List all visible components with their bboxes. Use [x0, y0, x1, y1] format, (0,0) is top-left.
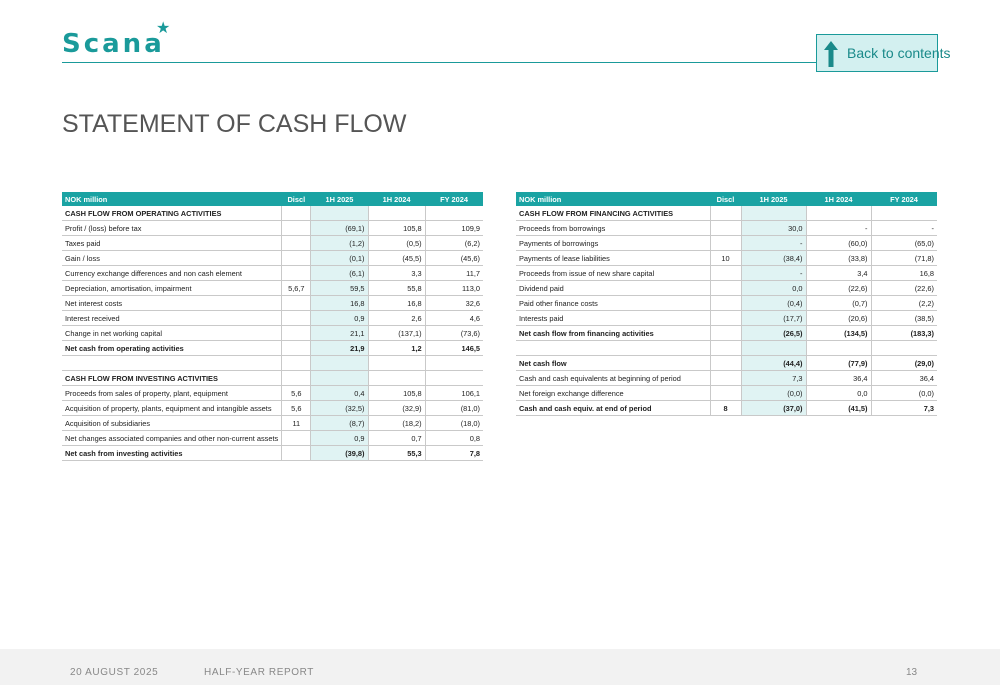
- table-row: [516, 236, 937, 251]
- spacer-row: [516, 341, 937, 356]
- value-1h-2024: (41,5): [806, 401, 871, 416]
- value-fy-2024: (183,3): [871, 326, 937, 341]
- row-label: Payments of borrowings: [516, 236, 710, 251]
- row-note: 10: [710, 251, 741, 266]
- table-row: [516, 311, 937, 326]
- page-number: 13: [906, 667, 918, 678]
- row-note: 5,6: [282, 386, 311, 401]
- column-header-1h-2024: 1H 2024: [368, 192, 425, 206]
- row-note: [710, 371, 741, 386]
- value-fy-2024: (45,6): [425, 251, 483, 266]
- table-row: [62, 251, 483, 266]
- value-1h-2024: [806, 206, 871, 221]
- value-1h-2024: (77,9): [806, 356, 871, 371]
- value-1h-2025: (37,0): [741, 401, 806, 416]
- section-header-row: [62, 371, 483, 386]
- column-header-1h-2025: 1H 2025: [311, 192, 368, 206]
- row-note: [710, 311, 741, 326]
- financing-cash-flow-table: [516, 192, 937, 416]
- row-label: Interests paid: [516, 311, 710, 326]
- value-fy-2024: 36,4: [871, 371, 937, 386]
- value-1h-2025: 0,4: [311, 386, 368, 401]
- value-1h-2025: (0,4): [741, 296, 806, 311]
- row-label: Acquisition of subsidiaries: [62, 416, 282, 431]
- table-row: [62, 386, 483, 401]
- row-label: Taxes paid: [62, 236, 282, 251]
- total-row: [516, 401, 937, 416]
- row-label: Proceeds from issue of new share capital: [516, 266, 710, 281]
- value-fy-2024: (81,0): [425, 401, 483, 416]
- value-fy-2024: (65,0): [871, 236, 937, 251]
- row-label: CASH FLOW FROM INVESTING ACTIVITIES: [62, 371, 282, 386]
- value-fy-2024: 109,9: [425, 221, 483, 236]
- value-1h-2024: 55,8: [368, 281, 425, 296]
- row-note: [710, 386, 741, 401]
- column-header-label: NOK million: [516, 192, 710, 206]
- value-1h-2025: 30,0: [741, 221, 806, 236]
- row-note: [282, 296, 311, 311]
- row-note: [282, 251, 311, 266]
- value-1h-2025: (17,7): [741, 311, 806, 326]
- value-fy-2024: (0,0): [871, 386, 937, 401]
- row-label: Paid other finance costs: [516, 296, 710, 311]
- value-1h-2024: (20,6): [806, 311, 871, 326]
- row-note: [282, 266, 311, 281]
- value-fy-2024: 11,7: [425, 266, 483, 281]
- value-1h-2024: 105,8: [368, 221, 425, 236]
- value-fy-2024: [425, 371, 483, 386]
- value-1h-2025: (39,8): [311, 446, 368, 461]
- value-1h-2025: 59,5: [311, 281, 368, 296]
- value-fy-2024: 4,6: [425, 311, 483, 326]
- row-note: [710, 341, 741, 356]
- value-1h-2024: (0,7): [806, 296, 871, 311]
- table-row: [516, 221, 937, 236]
- row-label: Net foreign exchange difference: [516, 386, 710, 401]
- row-label: [516, 341, 710, 356]
- value-1h-2024: (18,2): [368, 416, 425, 431]
- value-1h-2024: [368, 371, 425, 386]
- value-1h-2024: (33,8): [806, 251, 871, 266]
- table-row: [516, 251, 937, 266]
- total-row: [516, 356, 937, 371]
- row-note: [282, 236, 311, 251]
- value-fy-2024: 16,8: [871, 266, 937, 281]
- value-fy-2024: [871, 206, 937, 221]
- row-note: [282, 311, 311, 326]
- table-row: [62, 236, 483, 251]
- page-title: STATEMENT OF CASH FLOW: [62, 110, 407, 138]
- value-1h-2024: 105,8: [368, 386, 425, 401]
- value-1h-2025: (69,1): [311, 221, 368, 236]
- row-label: Change in net working capital: [62, 326, 282, 341]
- row-note: 8: [710, 401, 741, 416]
- row-note: [710, 281, 741, 296]
- row-note: [710, 326, 741, 341]
- value-1h-2024: (22,6): [806, 281, 871, 296]
- value-1h-2024: [806, 341, 871, 356]
- value-fy-2024: (2,2): [871, 296, 937, 311]
- section-header-row: [62, 206, 483, 221]
- row-label: CASH FLOW FROM FINANCING ACTIVITIES: [516, 206, 710, 221]
- operating-investing-cash-flow-table: [62, 192, 483, 461]
- value-1h-2024: (32,9): [368, 401, 425, 416]
- row-note: [710, 296, 741, 311]
- value-1h-2024: 55,3: [368, 446, 425, 461]
- row-note: 5,6,7: [282, 281, 311, 296]
- value-fy-2024: 0,8: [425, 431, 483, 446]
- value-1h-2025: [311, 356, 368, 371]
- row-label: Net cash flow: [516, 356, 710, 371]
- row-note: [282, 356, 311, 371]
- report-date: 20 AUGUST 2025: [70, 667, 159, 678]
- value-1h-2025: -: [741, 266, 806, 281]
- row-note: [710, 356, 741, 371]
- value-1h-2024: (45,5): [368, 251, 425, 266]
- value-1h-2024: (137,1): [368, 326, 425, 341]
- value-fy-2024: 7,8: [425, 446, 483, 461]
- row-label: Payments of lease liabilities: [516, 251, 710, 266]
- header-divider: [62, 62, 938, 63]
- table-header-row: [516, 192, 937, 206]
- row-note: 11: [282, 416, 311, 431]
- value-1h-2024: 1,2: [368, 341, 425, 356]
- table-row: [516, 386, 937, 401]
- table-row: [62, 401, 483, 416]
- row-label: CASH FLOW FROM OPERATING ACTIVITIES: [62, 206, 282, 221]
- value-1h-2024: 16,8: [368, 296, 425, 311]
- value-1h-2025: (0,1): [311, 251, 368, 266]
- value-fy-2024: (71,8): [871, 251, 937, 266]
- value-fy-2024: 146,5: [425, 341, 483, 356]
- value-1h-2025: (8,7): [311, 416, 368, 431]
- row-note: 5,6: [282, 401, 311, 416]
- value-fy-2024: (18,0): [425, 416, 483, 431]
- value-1h-2024: (60,0): [806, 236, 871, 251]
- value-1h-2025: 7,3: [741, 371, 806, 386]
- row-note: [710, 236, 741, 251]
- value-1h-2025: [311, 371, 368, 386]
- table-row: [516, 371, 937, 386]
- value-1h-2024: 0,0: [806, 386, 871, 401]
- value-fy-2024: -: [871, 221, 937, 236]
- column-header-note: Discl: [710, 192, 741, 206]
- row-note: [710, 206, 741, 221]
- column-header-fy-2024: FY 2024: [871, 192, 937, 206]
- table-row: [516, 296, 937, 311]
- row-note: [282, 206, 311, 221]
- value-1h-2024: 36,4: [806, 371, 871, 386]
- column-header-note: Discl: [282, 192, 311, 206]
- table-row: [516, 266, 937, 281]
- row-label: Net cash from investing activities: [62, 446, 282, 461]
- value-1h-2024: [368, 206, 425, 221]
- row-note: [710, 221, 741, 236]
- row-label: Net cash from operating activities: [62, 341, 282, 356]
- spacer-row: [62, 356, 483, 371]
- table-row: [62, 266, 483, 281]
- row-label: Cash and cash equivalents at beginning of period: [516, 371, 710, 386]
- back-to-contents-button[interactable]: [816, 34, 951, 72]
- column-header-fy-2024: FY 2024: [425, 192, 483, 206]
- row-label: Interest received: [62, 311, 282, 326]
- value-1h-2025: [311, 206, 368, 221]
- row-label: Cash and cash equiv. at end of period: [516, 401, 710, 416]
- value-1h-2025: 0,9: [311, 431, 368, 446]
- row-label: Currency exchange differences and non cash element: [62, 266, 282, 281]
- row-note: [282, 371, 311, 386]
- value-fy-2024: 7,3: [871, 401, 937, 416]
- total-row: [62, 446, 483, 461]
- row-note: [282, 446, 311, 461]
- value-1h-2024: (0,5): [368, 236, 425, 251]
- table-row: [62, 296, 483, 311]
- value-1h-2025: (0,0): [741, 386, 806, 401]
- total-row: [516, 326, 937, 341]
- logo-text: Scana: [62, 29, 165, 59]
- value-fy-2024: [871, 341, 937, 356]
- row-label: Depreciation, amortisation, impairment: [62, 281, 282, 296]
- column-header-label: NOK million: [62, 192, 282, 206]
- arrow-up-icon: [823, 40, 839, 68]
- value-1h-2025: 0,9: [311, 311, 368, 326]
- value-1h-2025: (1,2): [311, 236, 368, 251]
- value-1h-2025: (32,5): [311, 401, 368, 416]
- value-1h-2024: 3,3: [368, 266, 425, 281]
- value-1h-2024: 2,6: [368, 311, 425, 326]
- value-1h-2025: 0,0: [741, 281, 806, 296]
- value-fy-2024: (73,6): [425, 326, 483, 341]
- row-note: [710, 266, 741, 281]
- value-1h-2025: 16,8: [311, 296, 368, 311]
- row-label: Gain / loss: [62, 251, 282, 266]
- value-1h-2025: -: [741, 236, 806, 251]
- row-label: Profit / (loss) before tax: [62, 221, 282, 236]
- row-note: [282, 341, 311, 356]
- value-1h-2024: [368, 356, 425, 371]
- row-label: Net interest costs: [62, 296, 282, 311]
- value-1h-2025: [741, 206, 806, 221]
- table-row: [62, 326, 483, 341]
- table-header-row: [62, 192, 483, 206]
- column-header-1h-2024: 1H 2024: [806, 192, 871, 206]
- value-fy-2024: 106,1: [425, 386, 483, 401]
- column-header-1h-2025: 1H 2025: [741, 192, 806, 206]
- value-fy-2024: [425, 356, 483, 371]
- row-label: Proceeds from borrowings: [516, 221, 710, 236]
- row-label: [62, 356, 282, 371]
- table-row: [62, 221, 483, 236]
- row-label: Dividend paid: [516, 281, 710, 296]
- value-1h-2025: (38,4): [741, 251, 806, 266]
- value-fy-2024: (29,0): [871, 356, 937, 371]
- row-note: [282, 326, 311, 341]
- section-header-row: [516, 206, 937, 221]
- table-row: [62, 431, 483, 446]
- row-label: Acquisition of property, plants, equipment and intangible assets: [62, 401, 282, 416]
- table-row: [62, 311, 483, 326]
- value-1h-2025: 21,1: [311, 326, 368, 341]
- total-row: [62, 341, 483, 356]
- row-note: [282, 221, 311, 236]
- value-1h-2025: (26,5): [741, 326, 806, 341]
- value-1h-2025: [741, 341, 806, 356]
- value-1h-2025: (44,4): [741, 356, 806, 371]
- star-icon: ★: [156, 20, 171, 37]
- back-to-contents-label: Back to contents: [847, 45, 951, 61]
- value-1h-2025: 21,9: [311, 341, 368, 356]
- value-1h-2024: 3,4: [806, 266, 871, 281]
- row-label: Net changes associated companies and other non-current assets: [62, 431, 282, 446]
- value-1h-2024: 0,7: [368, 431, 425, 446]
- row-label: Proceeds from sales of property, plant, equipment: [62, 386, 282, 401]
- value-fy-2024: (38,5): [871, 311, 937, 326]
- table-row: [516, 281, 937, 296]
- value-1h-2025: (6,1): [311, 266, 368, 281]
- value-fy-2024: (22,6): [871, 281, 937, 296]
- value-fy-2024: 113,0: [425, 281, 483, 296]
- value-fy-2024: [425, 206, 483, 221]
- value-1h-2024: -: [806, 221, 871, 236]
- row-label: Net cash flow from financing activities: [516, 326, 710, 341]
- value-fy-2024: (6,2): [425, 236, 483, 251]
- row-note: [282, 431, 311, 446]
- table-row: [62, 416, 483, 431]
- value-fy-2024: 32,6: [425, 296, 483, 311]
- report-name: HALF-YEAR REPORT: [204, 667, 314, 678]
- table-row: [62, 281, 483, 296]
- value-1h-2024: (134,5): [806, 326, 871, 341]
